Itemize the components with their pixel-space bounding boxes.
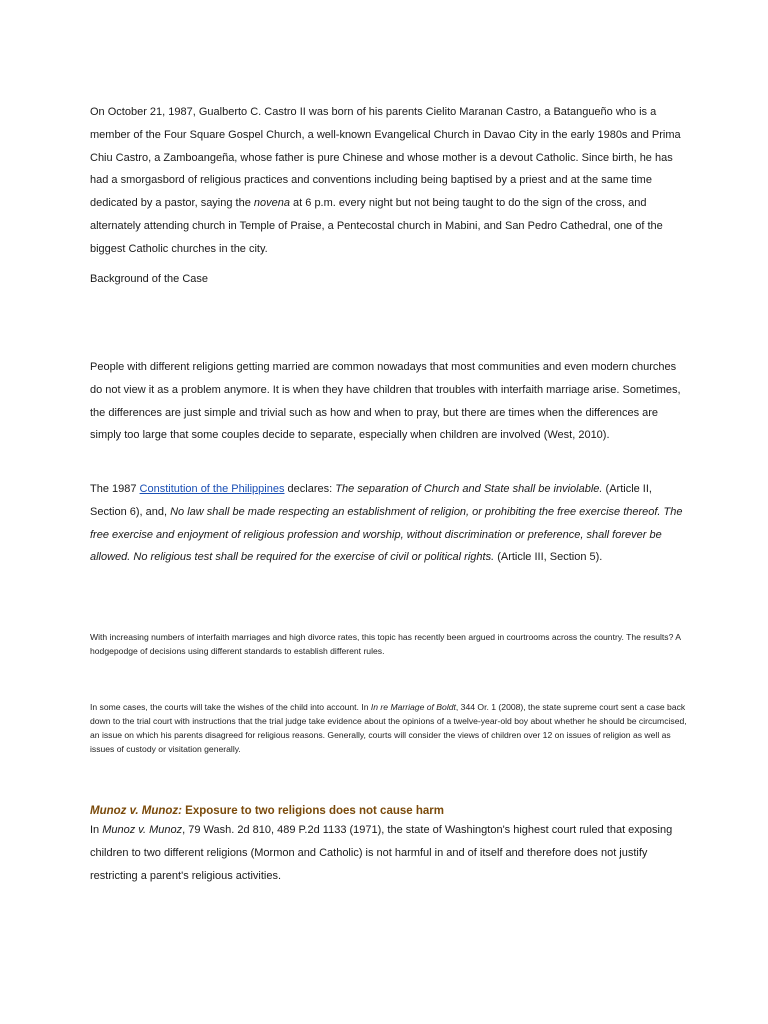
intro-text-after: at 6 p.m. every night but not being taught to do the sign of the cross, and alternately attending church in Temple of Praise, a Pentecostal church in Mabini, and San Pedro Cathedral, one of the biggest Catholic churches in the city. (90, 197, 663, 255)
boldt-paragraph (90, 700, 690, 756)
munoz-lead: In (90, 824, 103, 836)
boldt-lead: In some cases, the courts will take the wishes of the child into account. In (90, 702, 371, 712)
constitution-declares: declares: (284, 483, 336, 495)
novena-term: novena (253, 197, 290, 210)
constitution-quote-2: No law shall be made respecting an establishment of religion, or prohibiting the free exercise thereof. The free exercise and enjoyment of religious profession and worship, without discrimination or preference, shall forever be allowed. No religious test shall be required for the exercise of civil or political rights. (90, 505, 683, 564)
munoz-case-name: Munoz v. Munoz (102, 824, 183, 836)
constitution-cite-1: (Article II, Section 6), and, (90, 483, 652, 518)
constitution-link[interactable]: Constitution of the Philippines (139, 483, 285, 495)
munoz-subheading-case: Munoz v. Munoz: (90, 805, 182, 817)
courtrooms-paragraph: With increasing numbers of interfaith marriages and high divorce rates, this topic has recently been argued in courtrooms across the country. The results? A hodgepodge of decisions using different standards to establish different rules. (90, 632, 681, 656)
munoz-paragraph (90, 819, 690, 887)
boldt-case-name: In re Marriage of Boldt (370, 702, 456, 712)
munoz-rest: , 79 Wash. 2d 810, 489 P.2d 1133 (1971), the state of Washington's highest court ruled that exposing children to two different religions (Mormon and Catholic) is not harmful in and of itself and therefore does not justify restricting a parent's religious activities. (90, 824, 673, 882)
intro-paragraph (90, 101, 690, 261)
boldt-rest: , 344 Or. 1 (2008), the state supreme court sent a case back down to the trial court with instructions that the trial judge take evidence about the opinions of a twelve-year-old boy about whether he should be circumcised, an issue on which his parents disagreed for religious reasons. Generally, courts will consider the views of children over 12 on issues of religion as well as issues of custody or visitation generally. (90, 702, 687, 754)
background-heading: Background of the Case (90, 273, 209, 285)
constitution-paragraph (90, 478, 690, 569)
constitution-cite-2: (Article III, Section 5). (494, 551, 603, 564)
interfaith-paragraph: People with different religions getting married are common nowadays that most communities and even modern churches do not view it as a problem anymore. It is when they have children that troubles with interfaith marriage arise. Sometimes, the differences are just simple and trivial such as how and when to pray, but there are times when the differences are simply too large that some couples decide to separate, especially when children are involved (West, 2010). (90, 361, 681, 442)
constitution-lead: The 1987 (90, 483, 140, 495)
intro-text: On October 21, 1987, Gualberto C. Castro II was born of his parents Cielito Maranan Castro, a Batangueño who is a member of the Four Square Gospel Church, a well-known Evangelical Church in Davao City in the early 1980s and Prima Chiu Castro, a Zamboangeña, whose father is pure Chinese and whose mother is a devout Catholic. Since birth, he has had a smorgasbord of religious practices and conventions including being baptised by a priest and at the same time dedicated by a pastor, saying the (90, 106, 681, 210)
munoz-subheading-rest: Exposure to two religions does not cause harm (181, 805, 444, 817)
constitution-quote-1: The separation of Church and State shall be inviolable. (335, 483, 603, 495)
